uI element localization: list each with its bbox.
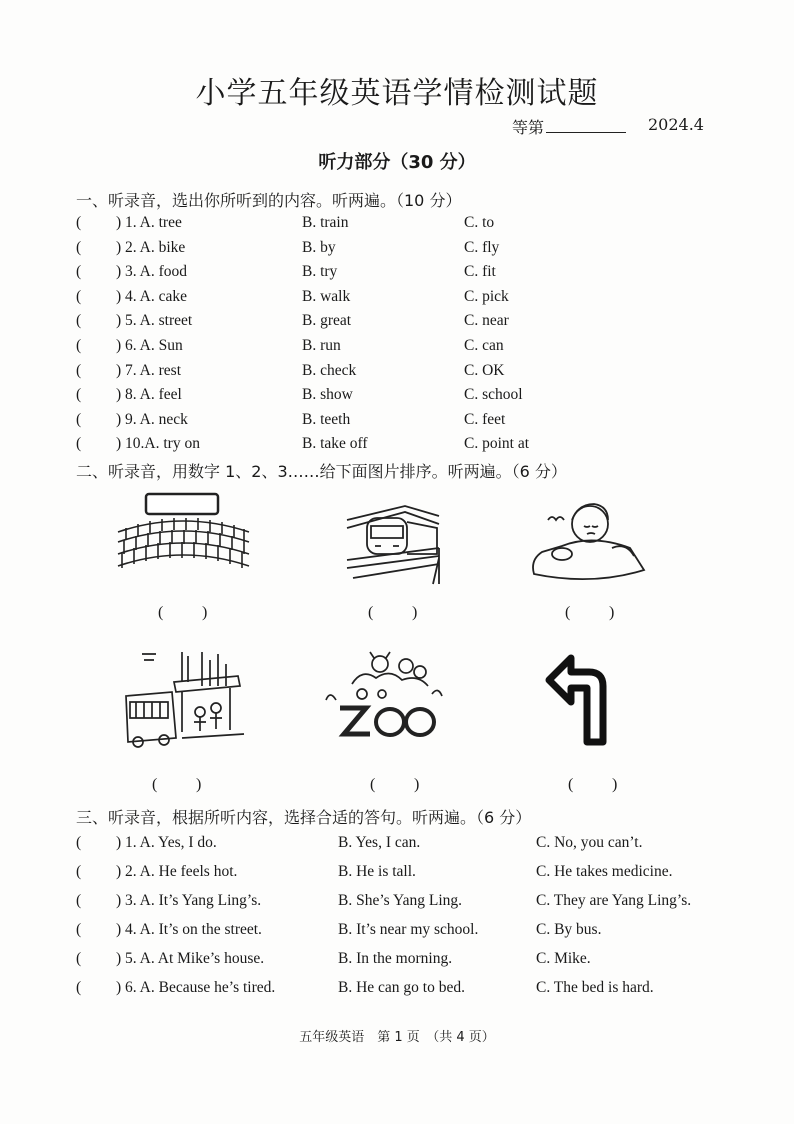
train-picture (345, 498, 441, 590)
answer-blank[interactable]: ( (76, 892, 82, 909)
page-title: 小学五年级英语学情检测试题 (195, 76, 599, 111)
option-a: ) 1. A. tree (116, 214, 182, 231)
option-b: B. by (302, 238, 336, 256)
turn-left-arrow-picture (545, 650, 625, 750)
option-a: ) 1. A. Yes, I do. (116, 834, 217, 851)
option-b: B. In the morning. (338, 950, 453, 967)
option-b: B. She’s Yang Ling. (338, 892, 463, 909)
section1-item (76, 411, 756, 435)
option-c: C. near (464, 312, 509, 330)
option-a: ) 8. A. feel (116, 386, 182, 404)
answer-blank[interactable]: ( (76, 312, 82, 330)
answer-blank[interactable]: ( (76, 287, 82, 305)
option-a: ) 4. A. It’s on the street. (116, 921, 262, 938)
grade-label: 等第 (512, 118, 545, 137)
section1-item (76, 312, 756, 336)
option-b: B. check (302, 361, 357, 379)
part-title: 听力部分（30 分） (318, 152, 476, 173)
answer-blank[interactable]: ( (76, 950, 82, 967)
option-c: C. pick (464, 287, 509, 305)
option-a: ) 9. A. neck (116, 410, 188, 428)
section1-item (76, 239, 756, 263)
answer-blank[interactable]: ( (76, 979, 82, 996)
option-a: ) 6. A. Sun (116, 337, 183, 354)
option-a: ) 3. A. It’s Yang Ling’s. (116, 892, 262, 909)
bus-stop-picture (122, 646, 246, 754)
option-c: C. fly (464, 238, 500, 256)
option-b: B. Yes, I can. (338, 834, 421, 851)
option-b: B. show (302, 386, 353, 404)
option-c: C. can (464, 337, 504, 354)
exam-date: 2024.4 (648, 115, 704, 134)
option-c: C. Mike. (536, 950, 591, 967)
section3-item (76, 892, 756, 916)
page-footer: 五年级英语 第 1 页 （共 4 页） (299, 1030, 495, 1045)
answer-blank[interactable]: ( (76, 386, 82, 404)
option-b: B. He can go to bed. (338, 979, 465, 996)
section3-title: 三、听录音，根据所听内容，选择合适的答句。听两遍。（6 分） (76, 808, 532, 827)
section1-item (76, 337, 756, 361)
option-c: C. No, you can’t. (536, 834, 643, 851)
option-a: ) 3. A. food (116, 263, 188, 281)
section1-item (76, 263, 756, 287)
grade-blank (546, 118, 626, 133)
option-c: C. point at (464, 435, 530, 453)
option-a: ) 5. A. street (116, 312, 193, 330)
option-b: B. great (302, 312, 352, 330)
option-b: B. teeth (302, 410, 351, 428)
answer-blank[interactable]: ( (76, 863, 82, 880)
answer-blank[interactable]: ( (76, 410, 82, 428)
section3-item (76, 834, 756, 858)
option-c: C. feet (464, 410, 506, 428)
option-c: C. OK (464, 361, 505, 379)
option-a: ) 5. A. At Mike’s house. (116, 950, 265, 967)
option-a: ) 4. A. cake (116, 287, 188, 305)
option-b: B. train (302, 214, 349, 231)
section1-item (76, 435, 756, 459)
section3-item (76, 921, 756, 945)
option-c: C. By bus. (536, 921, 602, 938)
answer-blank[interactable]: ( (76, 834, 82, 851)
option-a: ) 2. A. He feels hot. (116, 863, 238, 880)
section2-title: 二、听录音，用数字 1、2、3……给下面图片排序。听两遍。（6 分） (76, 462, 567, 481)
answer-blank[interactable]: ( (76, 921, 82, 938)
option-c: C. He takes medicine. (536, 863, 673, 880)
option-c: C. fit (464, 263, 496, 281)
option-b: B. walk (302, 287, 351, 305)
section3-item (76, 950, 756, 974)
answer-blank[interactable]: ( (76, 337, 82, 354)
zoo-picture (322, 650, 446, 748)
option-c: C. to (464, 214, 495, 231)
option-b: B. It’s near my school. (338, 921, 479, 938)
sick-boy-picture (522, 490, 652, 594)
section1-item (76, 288, 756, 312)
grade-field (512, 115, 626, 138)
option-b: B. run (302, 337, 341, 354)
answer-blank[interactable]: ( (76, 435, 82, 453)
section1-item (76, 362, 756, 386)
option-b: B. take off (302, 435, 368, 453)
option-a: ) 6. A. Because he’s tired. (116, 979, 276, 996)
option-b: B. try (302, 263, 338, 281)
answer-blank[interactable]: ( (76, 238, 82, 256)
section3-item (76, 863, 756, 887)
option-c: C. school (464, 386, 523, 404)
answer-blank[interactable]: ( (76, 263, 82, 281)
option-b: B. He is tall. (338, 863, 416, 880)
option-a: ) 7. A. rest (116, 361, 182, 379)
answer-blank[interactable]: ( (76, 214, 82, 231)
option-c: C. The bed is hard. (536, 979, 654, 996)
option-a: ) 2. A. bike (116, 238, 186, 256)
section1-item (76, 386, 756, 410)
section1-item (76, 214, 756, 238)
section3-item (76, 979, 756, 1003)
option-c: C. They are Yang Ling’s. (536, 892, 692, 909)
option-a: ) 10.A. try on (116, 435, 200, 453)
section1-title: 一、听录音，选出你所听到的内容。听两遍。（10 分） (76, 191, 462, 210)
cinema-seats-picture (116, 492, 251, 582)
answer-blank[interactable]: ( (76, 361, 82, 379)
